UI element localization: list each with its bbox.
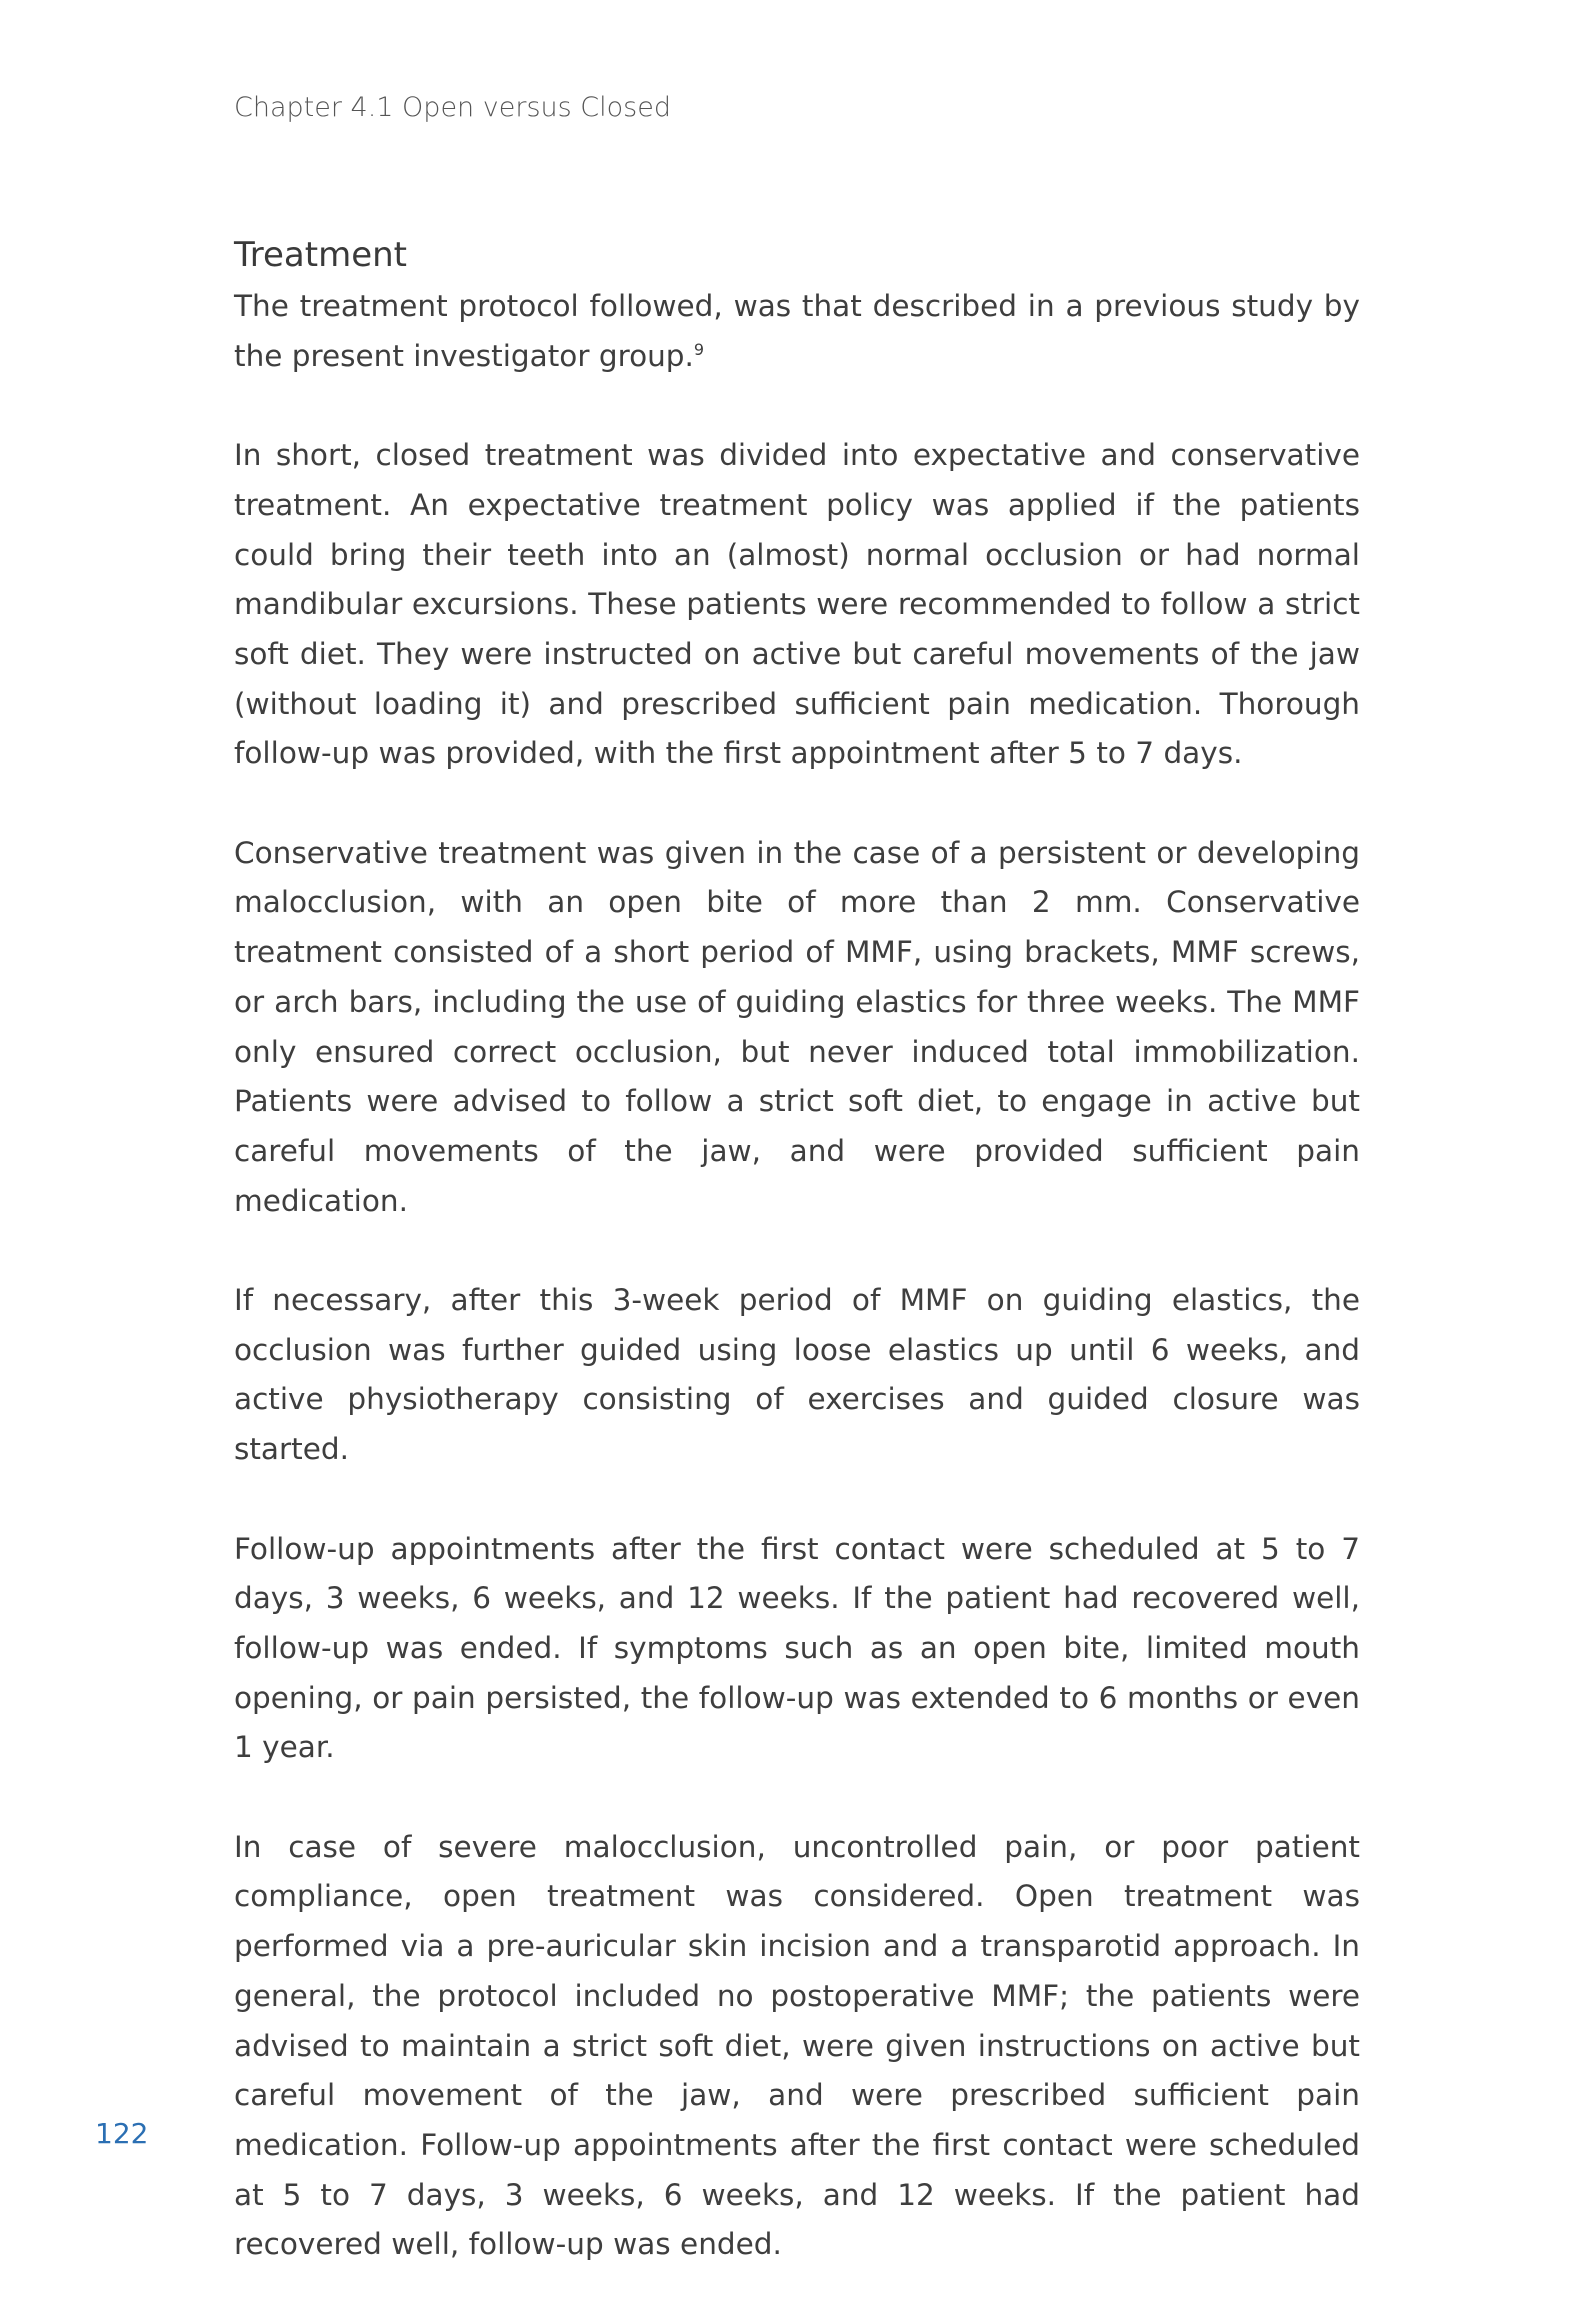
document-body <box>234 228 1360 2320</box>
paragraph-follow-up: Follow-up appointments after the first contact were scheduled at 5 to 7 days, 3 weeks, 6 weeks, and 12 weeks. If the patient had recovered well, follow-up was ended. If symptoms such as an open bite, limited mouth opening, or pain persisted, the follow-up was extended to 6 months or even 1 year. <box>234 1531 1360 1765</box>
section-heading: Treatment <box>234 235 408 275</box>
page-number: 122 <box>95 2117 149 2150</box>
paragraph-physiotherapy: If necessary, after this 3-week period of MMF on guiding elastics, the occlusion was further guided using loose elastics up until 6 weeks, and active physiotherapy consisting of exercises and guided closure was started. <box>234 1283 1360 1467</box>
paragraph-protocol-reference <box>234 282 1360 381</box>
paragraph-conservative-treatment: Conservative treatment was given in the case of a persistent or developing malocclusion, with an open bite of more than 2 mm. Conservative treatment consisted of a short period of MMF, using brackets, MMF screws, or arch bars, including the use of guiding elastics for three weeks. The MMF only ensured correct occlusion, but never induced total immobilization. Patients were advised to follow a strict soft diet, to engage in active but careful movements of the jaw, and were provided sufficient pain medication. <box>234 835 1360 1218</box>
paragraph-text: The treatment protocol followed, was that described in a previous study by the present investigator group. <box>234 289 1360 373</box>
running-header: Chapter 4.1 Open versus Closed <box>234 92 671 123</box>
paragraph-closed-treatment: In short, closed treatment was divided into expectative and conservative treatment. An expectative treatment policy was applied if the patients could bring their teeth into an (almost) normal occlusion or had normal mandibular excursions. These patients were recommended to follow a strict soft diet. They were instructed on active but careful movements of the jaw (without loading it) and prescribed sufficient pain medication. Thorough follow-up was provided, with the first appointment after 5 to 7 days. <box>234 438 1360 771</box>
citation-superscript: 9 <box>693 339 705 359</box>
paragraph-open-treatment: In case of severe malocclusion, uncontrolled pain, or poor patient compliance, open treatment was considered. Open treatment was performed via a pre-auricular skin incision and a transparotid approach. In general, the protocol included no postoperative MMF; the patients were advised to maintain a strict soft diet, were given instructions on active but careful movement of the jaw, and were prescribed sufficient pain medication. Follow-up appointments after the first contact were scheduled at 5 to 7 days, 3 weeks, 6 weeks, and 12 weeks. If the patient had recovered well, follow-up was ended. <box>234 1829 1360 2262</box>
